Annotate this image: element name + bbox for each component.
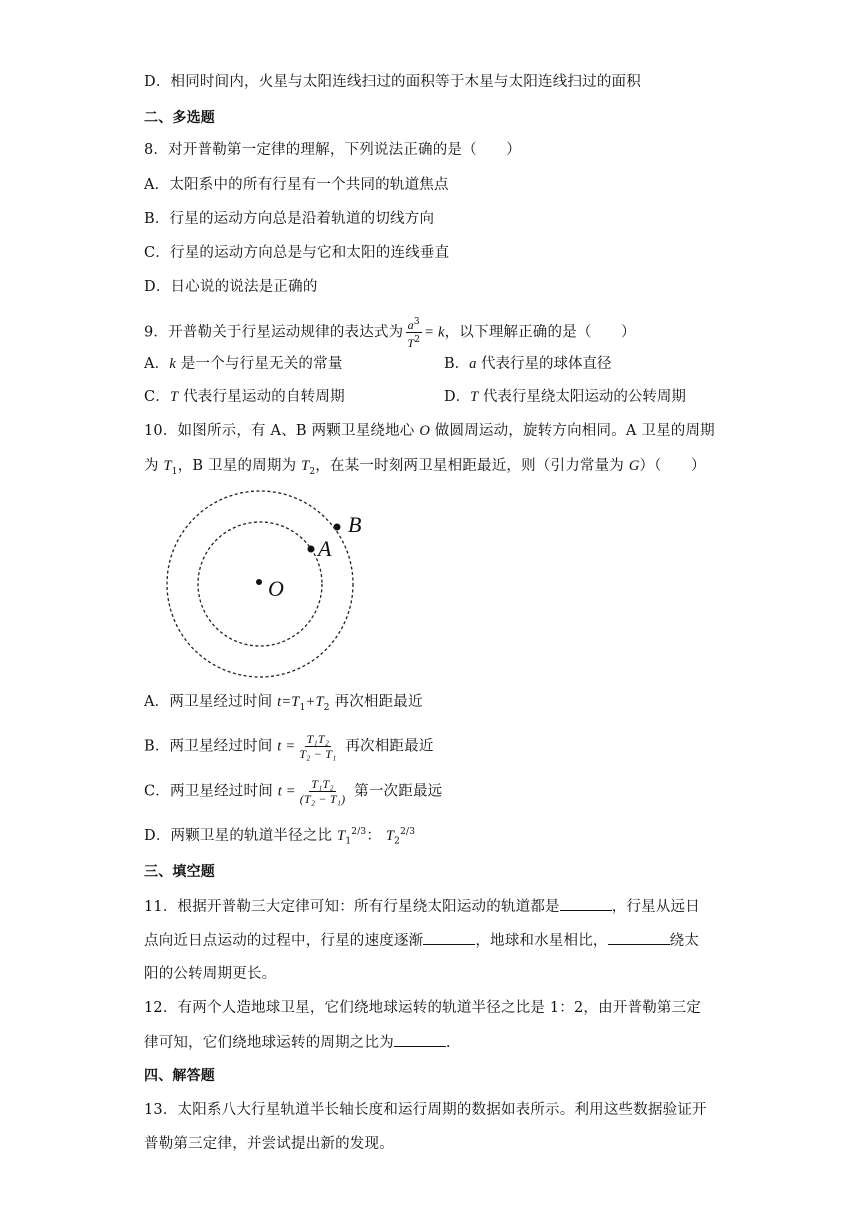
label-b: B [348, 512, 362, 537]
q10-option-b: B．两卫星经过时间 t = $\frac{\text{T₁T₂}}{\text{T₂ − T₁}}$ 再次相距最近 [144, 732, 434, 761]
q13-line2: 普勒第三定律，并尝试提出新的发现。 [144, 1136, 394, 1152]
q12-line1: 12．有两个人造地球卫星，它们绕地球运转的轨道半径之比是 1：2，由开普勒第三定 [144, 1000, 702, 1016]
q11-line1: 11．根据开普勒三大定律可知：所有行星绕太阳运动的轨道都是 ，行星从远日 [144, 896, 700, 917]
q13-line1: 13．太阳系八大行星轨道半长轴长度和运行周期的数据如表所示。利用这些数据验证开 [144, 1102, 707, 1118]
section-multiple-choice: 二、多选题 [144, 110, 215, 126]
q10-stem-line1: 10．如图所示，有 A、B 两颗卫星绕地心 O 做圆周运动，旋转方向相同。A 卫星的周期 [144, 423, 715, 439]
q11-blank-2[interactable] [423, 930, 475, 945]
label-o: O [268, 576, 284, 601]
satellite-a-dot [308, 546, 315, 553]
satellite-b-dot [334, 524, 341, 531]
q8-option-c: C．行星的运动方向总是与它和太阳的连线垂直 [144, 245, 450, 261]
q7-option-d: D．相同时间内，火星与太阳连线扫过的面积等于木星与太阳连线扫过的面积 [144, 74, 641, 90]
q11-line2: 点向近日点运动的过程中，行星的速度逐渐 ，地球和水星相比， 绕太 [144, 930, 699, 951]
q9-stem: 9．开普勒关于行星运动规律的表达式为 $\frac{a^3}{T^2}$ = k，以下理解正确的是（ ） [144, 317, 636, 350]
q8-option-a: A．太阳系中的所有行星有一个共同的轨道焦点 [144, 177, 449, 193]
q9-option-c: C．T 代表行星运动的自转周期 [144, 389, 345, 405]
q12-blank[interactable] [394, 1032, 446, 1047]
q8-option-d: D．日心说的说法是正确的 [144, 279, 318, 295]
q9-option-b: B．a 代表行星的球体直径 [444, 356, 612, 372]
q10-option-d: D．两颗卫星的轨道半径之比 $T_1^{2/3}$： $T_2^{2/3}$ [144, 827, 416, 847]
section-answer: 四、解答题 [144, 1068, 215, 1084]
q10-option-a: A．两卫星经过时间 $t=T_1+T_2$ 再次相距最近 [144, 694, 423, 713]
q8-stem: 8．对开普勒第一定律的理解，下列说法正确的是（ ） [144, 142, 521, 158]
q10-stem-line2: 为 $T_1$，B 卫星的周期为 $T_2$，在某一时刻两卫星相距最近，则（引力常量为 G）（ ） [144, 458, 706, 477]
q8-option-b: B．行星的运动方向总是沿着轨道的切线方向 [144, 211, 435, 227]
q11-blank-3[interactable] [608, 930, 670, 945]
q9-option-a: A．k 是一个与行星无关的常量 [144, 356, 343, 372]
label-a: A [318, 536, 332, 561]
q11-line3: 阳的公转周期更长。 [144, 966, 277, 982]
orbit-diagram [150, 488, 370, 688]
q12-line2: 律可知，它们绕地球运转的周期之比为 . [144, 1032, 451, 1053]
earth-center-dot [256, 579, 262, 585]
q9-option-d: D．T 代表行星绕太阳运动的公转周期 [444, 389, 686, 405]
section-fill-in: 三、填空题 [144, 864, 215, 880]
q11-blank-1[interactable] [560, 896, 612, 911]
q10-option-c: C．两卫星经过时间 t = $\frac{\text{T₁T₂}}{\text{(T₂ − T₁)}}$ 第一次距最远 [144, 777, 443, 806]
kepler-formula: $\frac{a^3}{T^2}$ [407, 317, 421, 350]
